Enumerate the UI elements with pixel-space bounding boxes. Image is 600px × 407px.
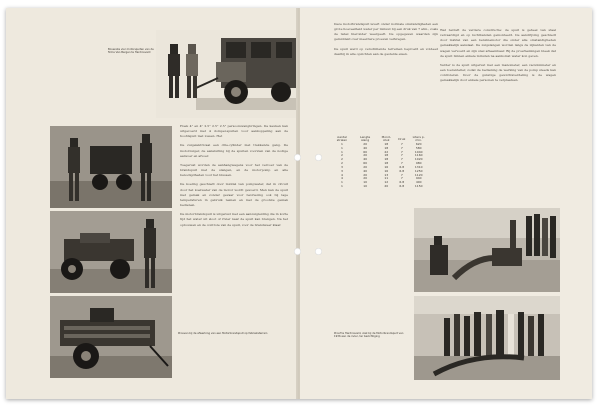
table-cell: 20	[363, 153, 368, 158]
right-body-text-bottom	[440, 28, 556, 198]
table-cell: 3	[341, 168, 343, 173]
table-header-cell: Liters p. min.	[412, 135, 425, 143]
table-cell: 6.8	[399, 168, 405, 173]
right-paragraph: Verder is de spuit uitgerust met een manometer, een vacuümmeter en een toerenteller, zodat de bediening de werking van de pomp steeds kan controleren. Door de gunstige gewichtsverdeling is de wagen gemakkelijk door enkele personen te verplaatsen.	[440, 62, 556, 83]
magazine-spread	[6, 8, 592, 399]
table-cell: 1160	[414, 153, 423, 158]
table-cell: 16	[384, 168, 389, 173]
table-cell: 7	[400, 145, 403, 150]
table-cell: 400	[415, 180, 422, 185]
table-cell: 60	[363, 149, 368, 154]
left-body-text	[180, 124, 288, 329]
table-cell: 2	[341, 153, 343, 158]
table-cell: 6.8	[399, 184, 405, 189]
table-cell: 1	[341, 180, 343, 185]
left-paragraph: De zuigelektricaal een drie-cylinder met trekkende gang. De motorzuiger, de aansluiting bij de spuiten voorzien van de nodige aanvoer en afvoer.	[180, 143, 288, 158]
table-cell: 2	[341, 161, 343, 166]
right-paragraph: Deze motorbrandspuit levert onder normale omstandigheden een grote hoeveelheid water per minuut bij een druk van 7 atm., zoals de tabel hieronder weergeeft. De opgegeven waarden zijn gemiddeld over meerdere proeven verkregen.	[334, 22, 438, 42]
right-paragraph: De spuit werd op verschillende terreinen beproefd en voldeed daarbij in alle opzichten aan de gestelde eisen.	[334, 46, 438, 56]
left-paragraph: Hoek 4" en 4" 2.5" 2.5" 2.5" persoonsvangbringen. De keuken kan uitgevoerd met 4 dompel-spuiten voor aankoppeling aan de hoofdspuit met lossen. Het	[180, 124, 288, 139]
table-cell: 60	[363, 161, 368, 166]
table-cell: 7	[400, 157, 403, 162]
table-cell: 20	[363, 164, 368, 169]
photo-trailer-pump	[156, 30, 306, 118]
table-cell: 18	[384, 141, 389, 146]
table-cell: 7	[400, 161, 403, 166]
table-cell: 22	[384, 149, 389, 154]
caption-bottom-left: Proeven bij de afwerking van een Motorbrandspuit op fabrieksterrein	[178, 332, 268, 335]
table-cell: 1250	[414, 168, 423, 173]
punch-hole	[315, 154, 322, 161]
table-cell: 12	[384, 180, 389, 185]
caption-bottom-right: Proef te Hardinxveld, vlak bij de Motorbrandspuit van 1936 aan de rivier, ter bezichtiging	[334, 332, 404, 339]
table-cell: 620	[415, 141, 422, 146]
table-header-cell: Aantal stralen	[336, 135, 348, 143]
table-cell: 2	[341, 157, 343, 162]
table-cell: 20	[363, 172, 368, 177]
table-cell: 40	[363, 168, 368, 173]
table-cell: 1150	[414, 184, 423, 189]
table-cell: 7	[400, 153, 403, 158]
pump-performance-table	[330, 136, 430, 189]
table-cell: 580	[415, 145, 422, 150]
photo-demonstration-riverside	[414, 208, 560, 292]
table-cell: 4	[341, 176, 343, 181]
left-paragraph: De koeling geschiedt door middel van pompwater, dat in circuit door het koelwater van de motor wordt gevoerd. Men kan de spuit met gemak en zonder gevaar voor bevriezing ook bij lage temperaturen in gebruik nemen en met de grootste gemak bedienen.	[180, 182, 288, 208]
table-cell: 6.8	[399, 164, 405, 169]
table-cell: 7	[400, 141, 403, 146]
table-cell: 10	[363, 180, 368, 185]
left-page	[6, 8, 298, 399]
table-header-cell: Druk	[398, 136, 406, 141]
table-cell: 11	[384, 176, 389, 181]
table-cell: 4	[341, 172, 343, 177]
table-cell: 1020	[414, 157, 423, 162]
table-cell: 18	[384, 161, 389, 166]
punch-hole	[294, 154, 301, 161]
table-cell: 18	[384, 153, 389, 158]
table-cell: 7	[400, 176, 403, 181]
table-cell: 940	[415, 176, 422, 181]
photo-pump-with-men	[50, 126, 172, 208]
photo-pump-side-view	[50, 211, 172, 293]
photo-demonstration-crowd	[414, 296, 560, 380]
punch-hole	[294, 248, 301, 255]
table-cell: 1310	[414, 164, 423, 169]
photo-pump-front-view	[50, 296, 172, 378]
table-cell: 3	[341, 164, 343, 169]
table-header-row	[330, 136, 430, 143]
table-cell: 18	[384, 145, 389, 150]
table-cell: 16	[384, 164, 389, 169]
table-cell: 20	[363, 176, 368, 181]
right-page	[300, 8, 592, 399]
table-cell: 20	[384, 184, 389, 189]
table-cell: 1	[341, 141, 343, 146]
table-cell: 1040	[414, 149, 423, 154]
table-body	[330, 143, 430, 189]
table-cell: 20	[363, 141, 368, 146]
punch-hole	[315, 248, 322, 255]
table-cell: 1	[341, 149, 343, 154]
table-cell: 10	[363, 184, 368, 189]
table-header-cell: Mond- stuk	[381, 135, 391, 143]
table-cell: 1120	[414, 172, 423, 177]
table-row	[330, 185, 430, 189]
table-cell: 980	[415, 161, 422, 166]
table-cell: 40	[363, 157, 368, 162]
table-cell: 1	[341, 145, 343, 150]
table-cell: 7	[400, 172, 403, 177]
table-cell: 6.8	[399, 180, 405, 185]
table-cell: 1	[341, 184, 343, 189]
table-cell: 7	[400, 149, 403, 154]
table-header-cell: Lengte slang	[359, 135, 371, 143]
table-cell: 18	[384, 157, 389, 162]
left-paragraph: Toegerust worden de aanhangwagens voor het vervoer van de brandspuit met de slangen, en de motorpomp en alle benodigdheden voor het blussen.	[180, 162, 288, 178]
table-cell: 13	[384, 172, 389, 177]
caption-top-photo: Bovenste vier motorspuiten van de firma Van Bergen te Hardinxveld	[108, 48, 154, 55]
right-paragraph: Wat betreft de verdere constructie: de spuit is geheel van staal vervaardigd en op luchtbanden gemonteerd. De aandrijving geschiedt door middel van een benzinemotor die onder alle omstandigheden gemakkelijk aanslaat. De zuigslangen worden langs de zijkanten van de wagen vervoerd en zijn snel afneembaar. Bij de proefnemingen bleek dat de spuit binnen enkele minuten na aankomst water kon geven.	[440, 28, 556, 58]
right-body-text-top	[334, 22, 438, 134]
left-paragraph: De motorbrandspuit is uitgerust met een aanzuigleiding die in korte tijd het water uit sloot of rivier naar de spuit kan brengen. Na het opbouwen en de controle van de spuit, voor de brandweer klaar.	[180, 212, 288, 227]
table-cell: 40	[363, 145, 368, 150]
